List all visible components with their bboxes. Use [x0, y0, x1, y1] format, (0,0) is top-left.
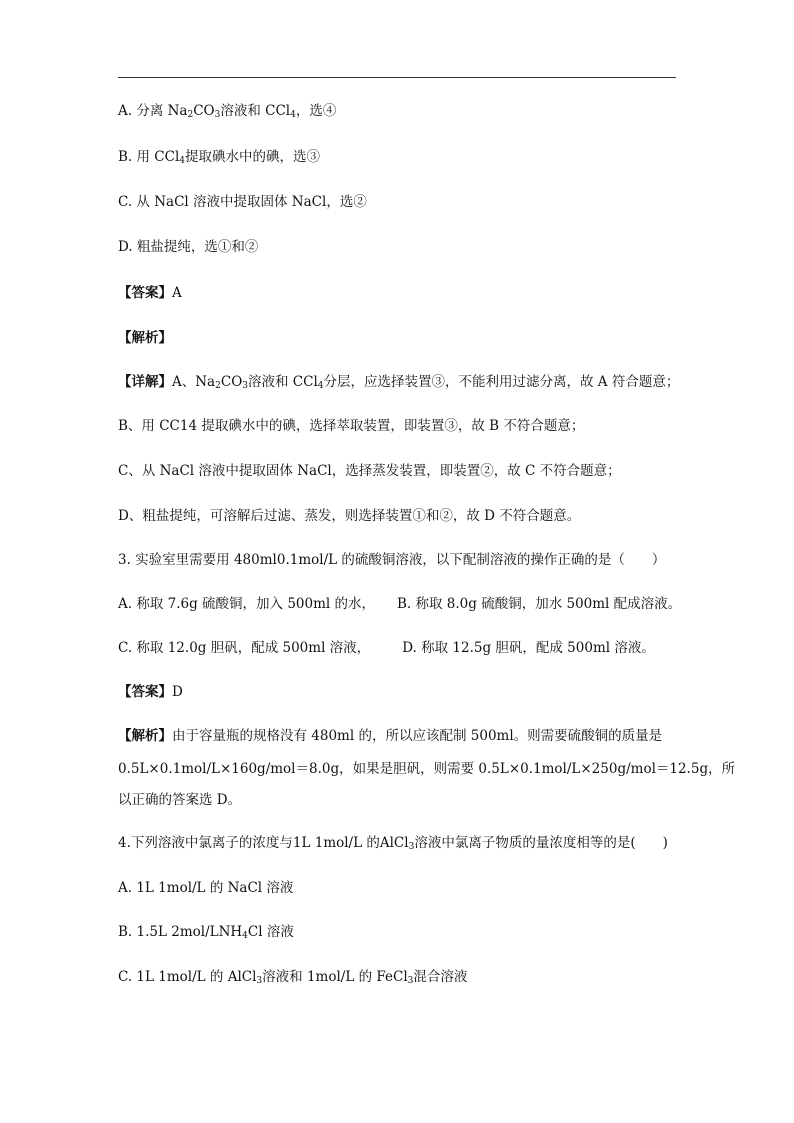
q4-option-a: A. 1L 1mol/L 的 NaCl 溶液 — [118, 880, 294, 896]
q3-answer — [118, 682, 183, 702]
answer-value: A — [172, 285, 182, 301]
q2-detail-1: 【详解】A、$Na_2CO_3$溶液和 CCl$_4$分层，应选择装置③，不能利用过滤分离，故 A 符合题意； — [118, 374, 680, 391]
q4-option-b: B. 1.5L $2mol/LNH_4Cl$ 溶液 — [118, 924, 294, 941]
q3-analysis-1: 【解析】由于容量瓶的规格没有 480ml 的，所以应该配制 500ml。则需要硫酸铜的质量是 — [118, 728, 663, 744]
q3-options-cd — [118, 638, 655, 658]
answer-label: 【答案】 — [118, 285, 172, 301]
q3-option-c: C. 称取 12.0g 胆矾，配成 500ml 溶液， — [118, 640, 371, 656]
q3-analysis-2: 0.5L×0.1mol/L×160g/mol＝8.0g，如果是胆矾，则需要 0.5L×0.1mol/L×250g/mol＝12.5g，所 — [118, 761, 736, 777]
analysis-label: 【解析】 — [118, 728, 172, 744]
q2-detail-2: B、用 CC14 提取碘水中的碘，选择萃取装置，即装置③，故 B 不符合题意； — [118, 418, 585, 434]
q3-analysis-3: 以正确的答案选 D。 — [118, 792, 242, 808]
q2-option-b: B. 用 CCl$_4$提取碘水中的碘，选③ — [118, 149, 321, 166]
q2-option-d: D. 粗盐提纯，选①和② — [118, 239, 259, 255]
q2-analysis-label: 【解析】 — [118, 330, 172, 346]
q2-answer — [118, 283, 182, 303]
q2-option-c: C. 从 NaCl 溶液中提取固体 NaCl，选② — [118, 194, 367, 210]
q2-detail-3: C、从 NaCl 溶液中提取固体 NaCl，选择蒸发装置，即装置②，故 C 不符合题意； — [118, 463, 621, 479]
q3-option-a: A. 称取 7.6g 硫酸铜，加入 500ml 的水， — [118, 596, 375, 612]
q4-option-c: C. 1L 1mol/L 的 AlCl$_3$溶液和 1mol/L 的 FeCl$_3$混合溶液 — [118, 969, 468, 986]
answer-value: D — [172, 684, 183, 700]
q2-option-a: A. 分离 $Na_2CO_3$溶液和 CCl$_4$，选④ — [118, 103, 337, 120]
q3-option-d: D. 称取 12.5g 胆矾，配成 500ml 溶液。 — [402, 640, 655, 656]
q3-option-b: B. 称取 8.0g 硫酸铜，加水 500ml 配成溶液。 — [397, 596, 682, 612]
q3-stem: 3. 实验室里需要用 480ml0.1mol/L 的硫酸铜溶液，以下配制溶液的操作正确的是（ ） — [118, 552, 666, 568]
header-rule — [118, 77, 676, 78]
q3-options-ab — [118, 594, 681, 614]
q2-detail-4: D、粗盐提纯，可溶解后过滤、蒸发，则选择装置①和②，故 D 不符合题意。 — [118, 508, 581, 524]
answer-label: 【答案】 — [118, 684, 172, 700]
q4-stem: 4.下列溶液中氯离子的浓度与1L 1mol/L 的AlCl$_3$溶液中氯离子物质的量浓度相等的是( ) — [118, 835, 668, 852]
